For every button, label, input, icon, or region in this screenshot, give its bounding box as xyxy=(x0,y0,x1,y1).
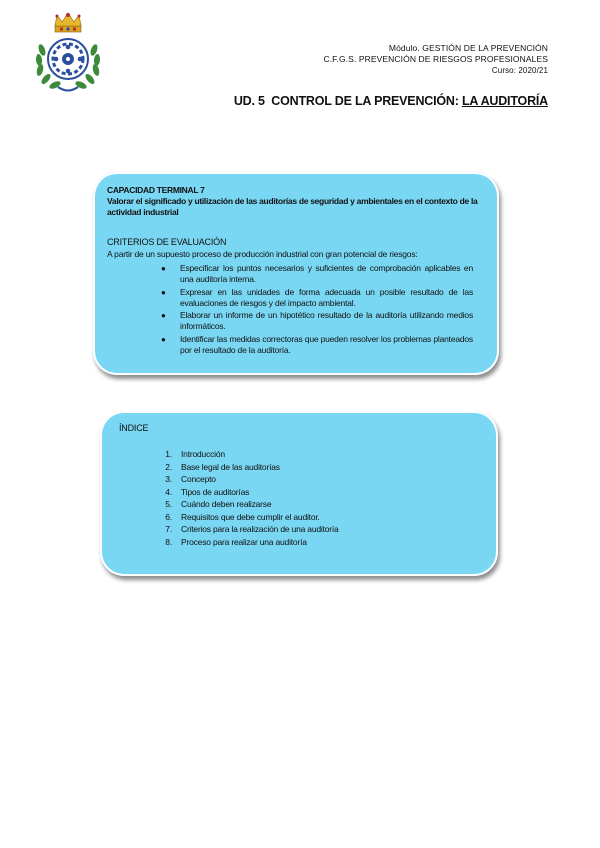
indice-item xyxy=(154,461,339,474)
school-year: Curso: 2020/21 xyxy=(491,66,548,75)
unit-title-topic: LA AUDITORÍA xyxy=(461,94,548,108)
capacidad-title: CAPACIDAD TERMINAL 7 xyxy=(107,185,205,195)
indice-item-label: Proceso para realizar una auditoría xyxy=(181,536,307,547)
indice-item-number: 3. xyxy=(165,474,172,484)
criterio-text: Expresar en las unidades de forma adecuada un posible resultado de las evaluaciones de riesgos y del impacto ambiental. xyxy=(180,286,473,308)
criterio-text: Elaborar un informe de un hipotético resultado de la auditoría utilizando medios informáticos. xyxy=(180,310,473,331)
unit-title-prefix: UD. 5 CONTROL DE LA PREVENCIÓN: xyxy=(233,94,462,108)
course-program: C.F.G.S. PREVENCIÓN DE RIESGOS PROFESIONALES xyxy=(323,54,548,64)
indice-list xyxy=(154,448,339,548)
indice-box xyxy=(100,411,498,576)
indice-item-number: 8. xyxy=(165,536,172,547)
indice-item-number: 6. xyxy=(165,511,172,522)
capacidad-terminal-box xyxy=(93,172,499,375)
criterio-text: Especificar los puntos necesarios y suficientes de comprobación aplicables en una auditoría interna. xyxy=(180,263,473,284)
capacidad-text: Valorar el significado y utilización de las auditorías de seguridad y ambientales en el contexto de la actividad industrial xyxy=(107,196,478,217)
indice-item xyxy=(154,448,339,461)
crown-icon xyxy=(55,13,81,32)
module-name: Módulo. GESTIÓN DE LA PREVENCIÓN xyxy=(388,43,548,53)
indice-item-number: 5. xyxy=(165,499,172,509)
criterio-item xyxy=(161,287,473,309)
indice-item-label: Base legal de las auditorías xyxy=(181,461,280,472)
indice-item-label: Concepto xyxy=(181,474,216,484)
indice-item xyxy=(154,536,339,549)
unit-title xyxy=(234,94,548,108)
criterio-item xyxy=(161,310,473,332)
indice-item-label: Requisitos que debe cumplir el auditor. xyxy=(181,511,320,522)
indice-item-label: Criterios para la realización de una auditoría xyxy=(181,524,339,534)
criterios-title: CRITERIOS DE EVALUACIÓN xyxy=(107,237,227,247)
school-crest-logo xyxy=(30,12,106,96)
indice-item-label: Cuándo deben realizarse xyxy=(181,499,272,509)
bullet-icon: ● xyxy=(161,264,166,273)
indice-item-number: 4. xyxy=(165,486,172,497)
bullet-icon: ● xyxy=(161,334,166,344)
criterio-item xyxy=(161,263,473,285)
criterios-list xyxy=(161,263,473,357)
ribbon-icon xyxy=(58,87,78,91)
indice-item xyxy=(154,498,339,511)
bullet-icon: ● xyxy=(161,287,166,297)
indice-item-number: 1. xyxy=(165,449,172,459)
indice-item xyxy=(154,511,339,524)
criterio-item xyxy=(161,334,473,356)
indice-title: ÍNDICE xyxy=(119,423,149,433)
indice-item xyxy=(154,523,339,536)
bullet-icon: ● xyxy=(161,311,166,320)
wheel-emblem-icon xyxy=(48,39,88,79)
indice-item xyxy=(154,486,339,499)
header-info xyxy=(323,43,548,76)
indice-item-number: 7. xyxy=(165,524,172,534)
indice-item-label: Introducción xyxy=(181,449,225,459)
indice-item-label: Tipos de auditorías xyxy=(181,486,250,497)
crest-emblem-icon xyxy=(30,12,106,96)
indice-item-number: 2. xyxy=(165,461,172,472)
indice-item xyxy=(154,473,339,486)
criterios-intro: A partir de un supuesto proceso de producción industrial con gran potencial de riesgos: xyxy=(107,249,418,259)
criterio-text: Identificar las medidas correctoras que pueden resolver los problemas planteados por el resultado de la auditoría. xyxy=(180,333,473,355)
